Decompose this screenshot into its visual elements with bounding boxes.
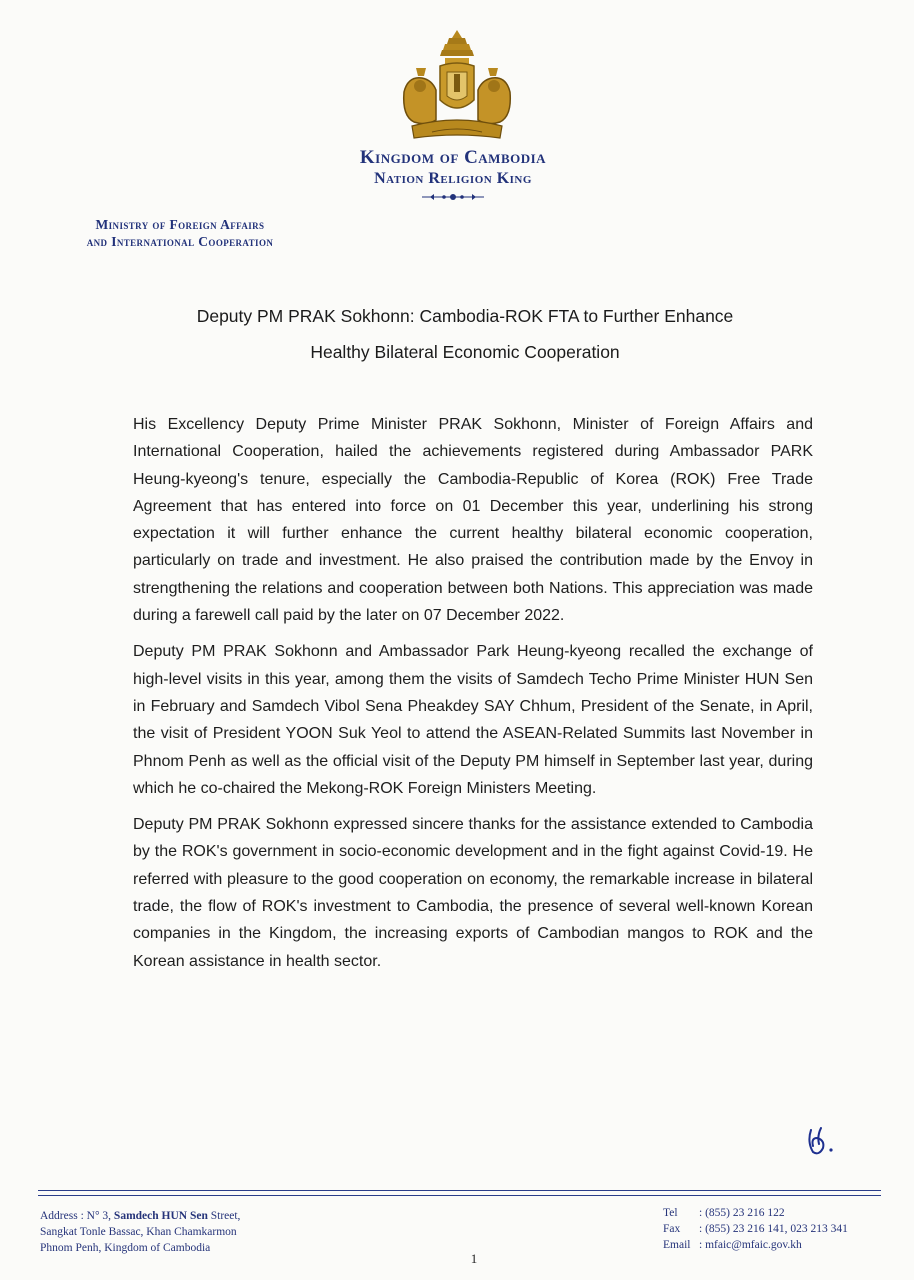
address-line-1: Address : N° 3, Samdech HUN Sen Street, [40,1210,241,1222]
national-motto: Nation Religion King [374,170,532,187]
title-line-2: Healthy Bilateral Economic Cooperation [310,342,620,362]
footer-divider [38,1190,881,1191]
ministry-line-2: and International Cooperation [86,234,274,249]
royal-coat-of-arms-emblem [392,28,522,148]
decorative-ornament-divider [420,192,486,202]
address-line-2: Sangkat Tonle Bassac, Khan Chamkarmon [40,1226,237,1238]
kingdom-heading [250,147,656,189]
address-line-3: Phnom Penh, Kingdom of Cambodia [40,1242,211,1254]
press-release-title [120,298,810,370]
contact-tel: Tel : (855) 23 216 122 [663,1207,785,1219]
body-paragraph: Deputy PM PRAK Sokhonn and Ambassador Park Heung-kyeong recalled the exchange of high-level visits in this year, among them the visits of Samdech Techo Prime Minister HUN Sen in February and Samdech Vibol Sena Pheakdey SAY Chhum, President of the Senate, in April, the visit of President YOON Suk Yeol to attend the ASEAN-Related Summits last November in Phnom Penh as well as the official visit of the Deputy PM himself in September last year, during which he co-chaired the Mekong-ROK Foreign Ministers Meeting. [133,643,813,797]
handwritten-initial-mark [803,1124,837,1158]
ministry-line-1: Ministry of Foreign Affairs [95,217,265,232]
body-paragraph: His Excellency Deputy Prime Minister PRAK Sokhonn, Minister of Foreign Affairs and International Cooperation, hailed the achievements registered during Ambassador PARK Heung-kyeong's tenure, especially the Cambodia-Republic of Korea (ROK) Free Trade Agreement that has entered into force on 01 December this year, underlining his strong expectation it will further enhance the current healthy bilateral economic cooperation, particularly on trade and investment. He also praised the contribution made by the Envoy in strengthening the relations and cooperation between both Nations. This appreciation was made during a farewell call paid by the later on 07 December 2022. [133,416,813,625]
body-paragraph: Deputy PM PRAK Sokhonn expressed sincere thanks for the assistance extended to Cambodia by the ROK's government in socio-economic development and in the fight against Covid-19. He referred with pleasure to the good cooperation on economy, the remarkable increase in bilateral trade, the flow of ROK's investment to Cambodia, the presence of several well-known Korean companies in the Kingdom, the increasing exports of Cambodian mangos to ROK and the Korean assistance in health sector. [133,816,813,970]
footer-divider-thin [38,1195,881,1196]
footer-address [40,1208,360,1256]
ministry-name [30,216,330,250]
contact-email: Email : mfaic@mfaic.gov.kh [663,1239,802,1251]
page-number: 1 [470,1251,478,1266]
title-line-1: Deputy PM PRAK Sokhonn: Cambodia-ROK FTA to Further Enhance [196,306,734,326]
contact-fax: Fax : (855) 23 216 141, 023 213 341 [663,1223,848,1235]
press-release-body [133,411,813,984]
kingdom-name: Kingdom of Cambodia [359,147,547,168]
footer-contact [663,1205,903,1253]
